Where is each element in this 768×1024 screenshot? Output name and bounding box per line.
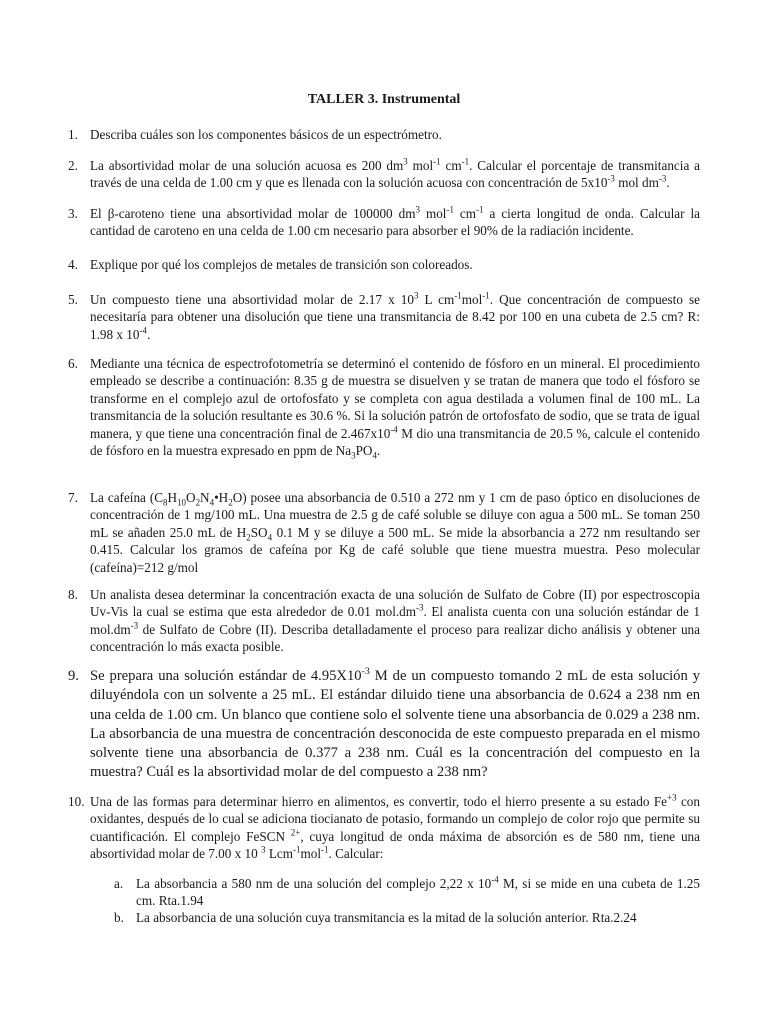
- subitem-letter: a.: [114, 876, 124, 891]
- question-9: [68, 667, 700, 783]
- question-text: Mediante una técnica de espectrofotometría se determinó el contenido de fósforo en un mineral. El procedimiento empleado se describe a continuación: 8.35 g de muestra se disuelven y se tratan de manera que todo el fósforo se transforme en el complejo azul de ortofosfato y se completa con agua destilada a volumen final de 100 mL. La transmitancia de la solución resultante es 30.6 %. Si la solución patrón de ortofosfato de sodio, que se trata de igual manera, y que tiene una concentración final de $2.467x10^{-4}$ M dio una transmitancia de 20.5 %, calcule el contenido de fósforo en la muestra expresado en ppm de $Na_3PO_4$.: [90, 356, 700, 461]
- subitem-text: La absorbancia a 580 nm de una solución del complejo 2,22 x $10^{-4}$ M, si se mide en una cubeta de 1.25 cm. Rta.1.94: [136, 874, 700, 909]
- question-number: 7.: [68, 490, 78, 505]
- question-text: La absortividad molar de una solución acuosa es 200 $dm^3$ mol$^{-1}$ $cm^{-1}$. Calcular el porcentaje de transmitancia a través de una celda de 1.00 cm y que es llenada con la solución acuosa con concentración de $5x10^{-3}$ mol $dm^{-3}$.: [90, 156, 701, 191]
- question-10-subitem-a: [114, 875, 700, 910]
- document-title: TALLER 3. Instrumental: [307, 92, 461, 107]
- question-text: Explique por qué los complejos de metales de transición son coloreados.: [90, 257, 473, 272]
- question-number: 10.: [68, 794, 85, 809]
- question-number: 9.: [68, 668, 79, 684]
- question-text: El β-caroteno tiene una absortividad molar de 100000 $dm^3$ mol$^{-1}$ $cm^{-1}$ a cierta longitud de onda. Calcular la cantidad de caroteno en una celda de 1.00 cm necesario para absorber el 90% de la radiación incidente.: [90, 204, 700, 239]
- question-text: Describa cuáles son los componentes básicos de un espectrómetro.: [90, 127, 442, 142]
- question-text: Una de las formas para determinar hierro en alimentos, es convertir, todo el hierro presente a su estado $Fe^{+3}$ con oxidantes, después de lo cual se adiciona tiocianato de potasio, formando un complejo de color rojo que permite su cuantificación. El complejo FeSCN $^{2+}$, cuya longitud de onda máxima de absorción es de 580 nm, tiene una absortividad molar de 7.00 x 10 $^3$ Lcm$^{-1}$mol$^{-1}$. Calcular:: [90, 792, 700, 862]
- question-number: 6.: [68, 356, 78, 371]
- question-3: [68, 205, 700, 240]
- question-8: [68, 586, 700, 656]
- question-text: Un compuesto tiene una absortividad molar de 2.17 x $10^3$ L $cm^{-1}mol^{-1}$. Que concentración de compuesto se necesitaría para obtener una disolución que tiene una transmitancia de 8.42 por 100 en una cubeta de 2.5 cm? R: 1.98 x $10^{-4}$.: [90, 290, 700, 342]
- subitem-letter: b.: [114, 910, 124, 925]
- question-2: [68, 157, 700, 192]
- question-number: 1.: [68, 127, 78, 142]
- question-text: Un analista desea determinar la concentración exacta de una solución de Sulfato de Cobre (II) por espectroscopia Uv-Vis la cual se estima que esta alrededor de 0.01 $mol.dm^{-3}$. El analista cuenta con una solución estándar de 1 $mol.dm^{-3}$ de Sulfato de Cobre (II). Describa detalladamente el proceso para realizar dicho análisis y obtener una concentración lo más exacta posible.: [90, 587, 700, 655]
- question-text: La cafeína $(C_8H_{10}O_2N_4•H_2O)$ posee una absorbancia de 0.510 a 272 nm y 1 cm de paso óptico en disoluciones de concentración de 1 mg/100 mL. Una muestra de 2.5 g de café soluble se diluye con agua a 500 mL. Se toman 250 mL se añaden 25.0 mL de $H_2SO_4$ 0.1 M y se diluye a 500 mL. Se mide la absorbancia a 272 nm resultando ser 0.415. Calcular los gramos de cafeína por Kg de café soluble que tiene muestra muestra. Peso molecular (cafeína)=212 g/mol: [90, 490, 700, 575]
- question-text: Se prepara una solución estándar de $4.95X10^{-3}$ M de un compuesto tomando 2 mL de esta solución y diluyéndola con un solvente a 25 mL. El estándar diluido tiene una absorbancia de 0.624 a 238 nm en una celda de 1.00 cm. Un blanco que contiene solo el solvente tiene una absorbancia de 0.029 a 238 nm. La absorbancia de una muestra de concentración desconocida de este compuesto preparada en el mismo solvente tiene una absorbancia de 0.377 a 238 nm. Cuál es la concentración del compuesto en la muestra? Cuál es la absortividad molar de del compuesto a 238 nm?: [90, 666, 700, 781]
- question-number: 2.: [68, 158, 78, 173]
- question-4: [68, 256, 700, 273]
- question-number: 8.: [68, 587, 78, 602]
- question-number: 3.: [68, 206, 78, 221]
- question-1: [68, 126, 700, 143]
- question-10-subitem-b: [114, 909, 700, 926]
- question-6: [68, 355, 700, 459]
- question-10: [68, 793, 700, 863]
- question-7: [68, 489, 700, 576]
- question-number: 5.: [68, 292, 78, 307]
- subitem-text: La absorbancia de una solución cuya transmitancia es la mitad de la solución anterior. Rta.2.24: [136, 910, 637, 925]
- question-5: [68, 291, 700, 343]
- question-number: 4.: [68, 257, 78, 272]
